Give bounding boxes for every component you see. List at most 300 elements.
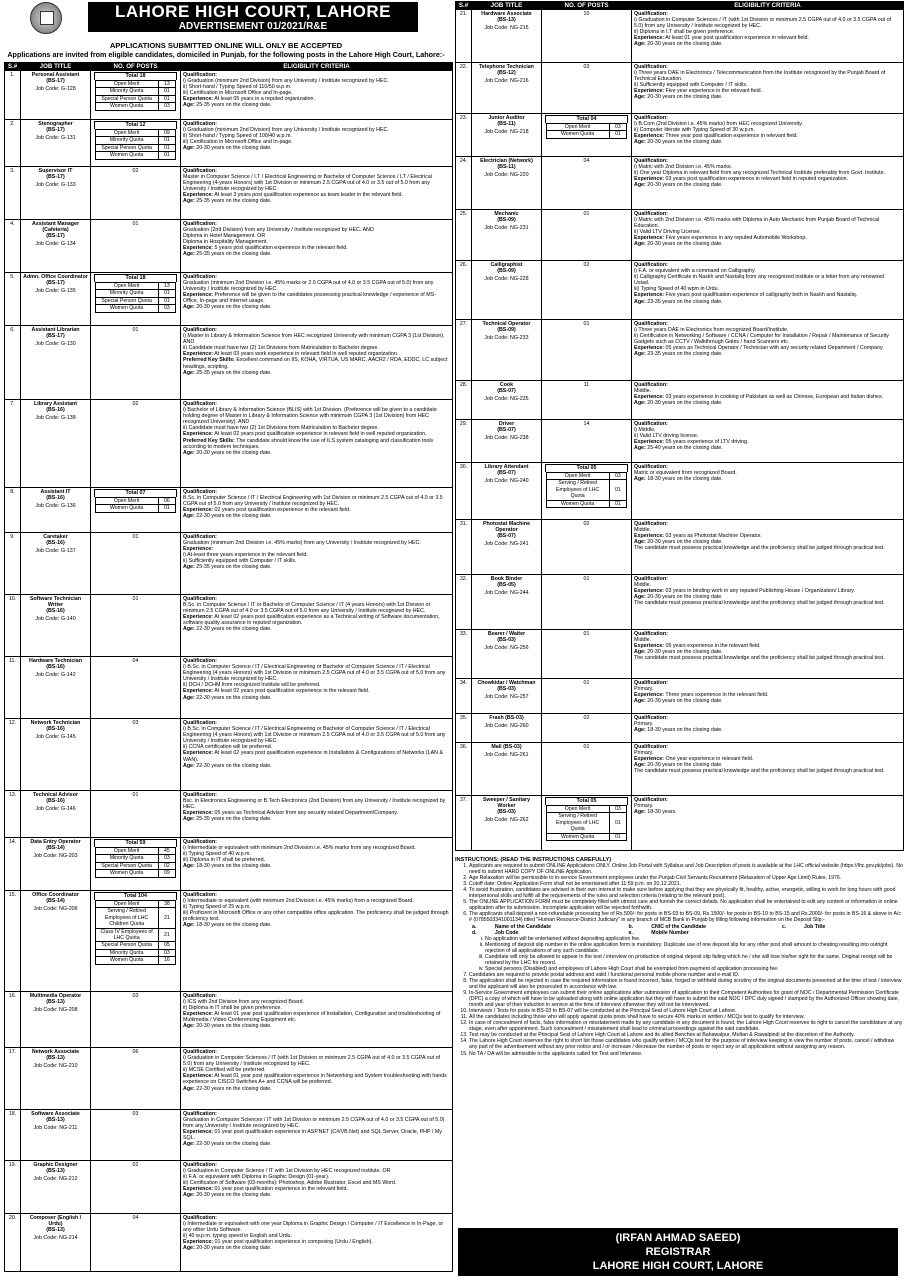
quota-count: 01 — [158, 88, 176, 95]
quota-count: 01 — [158, 95, 176, 102]
criteria-heading: Qualification: — [183, 596, 217, 602]
criteria-cell — [181, 657, 453, 719]
criteria-text: B.Sc. in Computer Science / IT or Bachelor of Computer Science / IT (4 years Honors) with 1st Division or minimum 2.5 CGPA out of 4.0 or 3.5 CGPA out of 5.0 from any University / Institute recognized by HEC. — [183, 602, 431, 615]
quota-name: Special Person Quota — [95, 942, 158, 949]
criteria-heading: Qualification: — [634, 797, 668, 803]
quota-name: Minority Quota — [95, 137, 158, 144]
criteria-text: B.Sc. in Computer Science / IT / Electrical Engineering with 1st Division or minimum 2.5 CGPA out of 4.0 or 3.5 CGPA out of 5.0 from any University / Institute recognized by HEC. — [183, 495, 443, 508]
job-grade: (BS-14) — [46, 845, 65, 852]
criteria-line — [634, 768, 901, 774]
criteria-text: i) Graduation (minimum 2nd Division) from any University / Institute recognized by HEC. — [183, 127, 389, 134]
job-grade: (BS-07) — [497, 533, 516, 540]
criteria-text: ii) Candidate must have two (2) 1st Divisions from Matriculation to Bachelor degree. — [183, 345, 379, 352]
criteria-text: i) ICS with 2nd Division from any recognized Board. — [183, 999, 304, 1006]
criteria-value: 03 years experience in cooking of Pakistani as well as Chinese, European and Italian dishes. — [665, 394, 884, 401]
job-title-cell — [21, 220, 91, 273]
job-title-cell — [472, 520, 542, 575]
criteria-label: Experience: — [183, 292, 214, 299]
criteria-label: Experience: — [183, 351, 214, 358]
criteria-line — [183, 863, 450, 869]
job-code: Job Code: NG-218 — [484, 129, 529, 136]
posts-count: 11 — [583, 382, 590, 388]
criteria-text: i) B.Sc. in Computer Science / IT / Electrical Engineering or Bachelor of Computer Science / IT / Electrical Engineering (4 years Honors) with 1st Division or minimum 2.5 CGPA out of 4.0 or 3.5 CGPA out of 5.0 from any University / Institute recognized by HEC. — [183, 664, 446, 683]
criteria-value: One year experience in relevant field. — [665, 756, 754, 763]
criteria-heading: Qualification: — [634, 421, 668, 427]
posts-count: 01 — [583, 576, 590, 582]
job-grade: (BS-07) — [497, 470, 516, 477]
job-title-cell — [21, 533, 91, 595]
criteria-value: 18-30 years on the closing date. — [196, 863, 272, 870]
quota-name: Minority Quota — [95, 855, 158, 862]
table-row — [5, 891, 453, 992]
job-grade: (BS-09) — [497, 327, 516, 334]
job-title-cell — [472, 420, 542, 463]
job-code: Job Code: NG-241 — [484, 541, 529, 548]
job-title-cell — [472, 10, 542, 63]
criteria-value: Excellent command on IIS, KOHA, VIRTUA, US MARC, AACR2 / RDA, EDDC, LC subject headings, scripting. — [183, 357, 448, 370]
quota-count: 05 — [158, 942, 176, 949]
job-title: Software Technician Writer — [29, 596, 82, 609]
job-title-cell — [21, 400, 91, 488]
job-code: Job Code: NG-260 — [484, 723, 529, 730]
column-header-title: JOB TITLE — [21, 63, 91, 71]
table-row — [456, 210, 904, 261]
serial-number: 14. — [5, 838, 21, 891]
posts-count: 04 — [583, 158, 590, 164]
job-grade: (BS-13) — [46, 1055, 65, 1062]
table-row — [5, 533, 453, 595]
criteria-heading: Qualification: — [634, 464, 668, 470]
slip-field: CNIC of the Candidate — [651, 923, 707, 930]
job-title: Cook — [499, 382, 514, 388]
criteria-text: i) Matric with 2nd Division i.e. 45% marks with Diploma in Auto Mechanic from Punjab Board of Technical Education. — [634, 217, 880, 230]
criteria-text: Matric or equivalent from recognized Board. — [634, 470, 737, 477]
criteria-label: Experience: — [634, 292, 665, 299]
criteria-text: i) Middle. — [634, 427, 656, 434]
table-row — [5, 1048, 453, 1110]
criteria-line — [183, 626, 450, 632]
left-jobs-table-container — [4, 62, 452, 1272]
criteria-label: Age: — [634, 809, 646, 816]
posts-total: Total 104 — [94, 892, 178, 900]
instruction-item: 15. No TA / DA will be admissible to the applicants called for Test and Interview. — [469, 1051, 903, 1057]
quota-count: 01 — [158, 290, 176, 297]
posts-count: 02 — [583, 521, 590, 527]
posts-cell — [91, 326, 181, 400]
table-row — [5, 71, 453, 120]
job-grade: (BS-17) — [46, 78, 65, 85]
criteria-line — [183, 292, 450, 304]
posts-cell — [542, 679, 632, 714]
criteria-line — [183, 540, 450, 546]
table-row — [456, 679, 904, 714]
job-title-cell — [21, 992, 91, 1048]
job-grade: (BS-16) — [46, 540, 65, 547]
criteria-line — [634, 600, 901, 606]
criteria-line — [183, 145, 450, 151]
job-title: Mali (BS-03) — [491, 744, 522, 750]
job-title: Calligraphist — [490, 262, 523, 268]
table-row — [456, 743, 904, 796]
criteria-cell — [181, 326, 453, 400]
posts-cell — [91, 891, 181, 992]
posts-cell — [542, 63, 632, 114]
job-title-cell — [21, 120, 91, 167]
instruction-item: 13. Test may be conducted at the Principal Seat of Lahore High Court at Lahore and its allied Benches at Bahawalpur, Multan & Rawalpindi at the discretion of the Authority. — [469, 1032, 903, 1038]
criteria-text: iii) Diploma in IT shall be preferred. — [183, 857, 266, 864]
job-code: Job Code: NG-257 — [484, 694, 529, 701]
job-title-cell — [21, 488, 91, 533]
criteria-line — [634, 241, 901, 247]
criteria-line — [183, 198, 450, 204]
sub-instruction-item: i. No application will be entertained without depositing application fee. — [485, 936, 903, 942]
criteria-label: Experience: — [634, 394, 665, 401]
right-jobs-table-container — [455, 1, 903, 851]
serial-number: 33. — [456, 630, 472, 679]
job-code: Job Code: G-131 — [35, 135, 76, 142]
quota-name: Open Merit — [95, 901, 158, 908]
criteria-label: Experience: — [183, 431, 214, 438]
criteria-heading: Qualification: — [183, 1049, 217, 1055]
instruction-item: 11. All the candidates including those who will apply against quota posts shall have to secure 40% marks in written / MCQs test to qualify for interview. — [469, 1014, 903, 1020]
criteria-value: 20-30 years on the closing date. — [647, 594, 723, 601]
job-grade: (BS-11) — [497, 164, 516, 171]
criteria-label: Experience: — [634, 176, 665, 183]
criteria-text: ii) MCSE Certified will be preferred. — [183, 1067, 266, 1074]
criteria-label: Age: — [183, 449, 195, 456]
criteria-cell — [181, 719, 453, 791]
criteria-text: i) Graduation in Computer Sciences / IT (with 1st Division or minimum 2.5 CGPA out of 4.0 or 3.5 CGPA out of 5.0) from any University / Institute recognized by HEC. — [634, 17, 892, 30]
criteria-value: 01 year post qualification experience in composing (Urdu / English). — [214, 1239, 373, 1246]
criteria-value: 02 years post qualification experience in the relevant field. — [214, 507, 351, 514]
job-title-cell — [21, 1048, 91, 1110]
posts-cell — [542, 743, 632, 796]
posts-cell — [542, 630, 632, 679]
criteria-value: Five years post qualification experience of calligraphy both in Naskh and Nastaliq. — [665, 292, 858, 299]
criteria-text: ii) 40 w.p.m. typing speed in English and Urdu. — [183, 1233, 292, 1240]
job-grade: (BS-13) — [46, 1117, 65, 1124]
criteria-line — [183, 370, 450, 376]
criteria-label: Age: — [183, 304, 195, 311]
posts-cell — [542, 381, 632, 420]
slip-field: c. — [781, 923, 787, 930]
criteria-value: 18-30 years on the closing date. — [196, 922, 272, 929]
criteria-line — [183, 816, 450, 822]
quota-count: 21 — [158, 908, 176, 928]
criteria-value: 20-30 years on the closing date. — [647, 41, 723, 48]
job-code: Job Code: G-134 — [35, 241, 76, 248]
criteria-value: 05 years experience in the relevant field. — [665, 643, 761, 650]
criteria-text: ii) Candidate must have two (2) 1st Divisions from Matriculation to Bachelor degree. — [183, 425, 379, 432]
criteria-text: Graduation (minimum 2nd Division i.e. 45% marks) from any University / Institute recognized by HEC. — [183, 540, 421, 547]
criteria-line — [183, 304, 450, 310]
criteria-value: 5 years post qualification experience in the relevant field. — [214, 245, 348, 252]
serial-number: 1. — [5, 71, 21, 120]
criteria-heading: Qualification: — [183, 1162, 217, 1168]
criteria-text: i) Matric with 2nd Division i.e. 45% marks. — [634, 164, 733, 171]
job-title: Network Technician — [30, 720, 81, 726]
table-row — [5, 719, 453, 791]
job-code: Job Code: G-145 — [35, 734, 76, 741]
criteria-value: 20-30 years on the closing date. — [647, 762, 723, 769]
signatory-designation: REGISTRAR — [645, 1246, 711, 1258]
criteria-cell — [632, 381, 904, 420]
criteria-cell — [181, 992, 453, 1048]
job-title: Book Binder — [490, 576, 523, 582]
criteria-label: Age: — [634, 698, 646, 705]
criteria-value: 20-30 years on the closing date. — [647, 94, 723, 101]
serial-number: 32. — [456, 575, 472, 630]
serial-number: 16. — [5, 992, 21, 1048]
criteria-label: Experience: — [183, 1129, 214, 1136]
serial-number: 23. — [456, 114, 472, 157]
criteria-text: i) At-least three years experience in the relevant field. — [183, 552, 308, 559]
criteria-line — [634, 727, 901, 733]
job-title: Assistant IT — [40, 489, 71, 495]
criteria-text: iii) Certification in Microsoft Office and In-page. — [183, 139, 293, 146]
criteria-label: Age: — [634, 476, 646, 483]
criteria-label: Age: — [183, 762, 195, 769]
job-title: Assistant Librarian — [31, 327, 80, 333]
job-title-cell — [21, 838, 91, 891]
criteria-line — [634, 41, 901, 47]
criteria-text: Primary. — [634, 803, 654, 810]
job-title-cell — [472, 463, 542, 520]
job-grade: (BS-17) — [46, 127, 65, 134]
table-row — [456, 630, 904, 679]
fee-sub-list — [469, 936, 903, 972]
instructions-list — [455, 863, 903, 1057]
posts-cell — [91, 791, 181, 838]
table-row — [5, 488, 453, 533]
table-row — [5, 273, 453, 326]
criteria-label: Age: — [183, 1141, 195, 1148]
slip-field: Job Code — [494, 929, 519, 936]
criteria-label: Experience: — [183, 1011, 214, 1018]
quota-table — [546, 472, 628, 508]
criteria-text: i) Intermediate or equivalent with one year Diploma in Graphic Design / Computer / IT Excellence in In-Page, or any other Urdu Software. — [183, 1221, 444, 1234]
criteria-value: At least 3 years post qualification experience as team leader in the relevant field. — [214, 192, 403, 199]
criteria-line — [183, 495, 450, 507]
job-grade: (BS-09) — [497, 217, 516, 224]
criteria-line — [183, 407, 450, 425]
criteria-line — [183, 664, 450, 682]
criteria-line — [183, 798, 450, 810]
title-banner — [88, 2, 418, 32]
job-title-cell — [21, 891, 91, 992]
criteria-cell — [632, 679, 904, 714]
job-title: Multimedia Operator — [29, 993, 82, 999]
criteria-heading: Qualification: — [183, 489, 217, 495]
posts-cell — [542, 520, 632, 575]
job-title-cell — [21, 719, 91, 791]
quota-table — [95, 900, 177, 965]
criteria-value: 18-30 years. — [647, 809, 677, 816]
job-title-cell — [472, 157, 542, 210]
criteria-line — [183, 763, 450, 769]
job-title: Graphic Designer — [33, 1162, 78, 1168]
criteria-text: i) B.Sc. in Computer Science / IT / Electrical Engineering or Bachelor of Computer Science / IT / Electrical Engineering (4 years Honors) with 1st Division or minimum 2.5 CGPA out of 4.0 or 3.5 CGPA out of 5.0 from any University / Institute recognized by HEC. — [183, 726, 446, 745]
criteria-text: ii) F.A. or equivalent with Diploma in Graphic Design (01-year). — [183, 1174, 330, 1181]
posts-total: Total 18 — [94, 72, 178, 80]
job-code: Job Code: NG-206 — [33, 906, 78, 913]
instruction-item: 1. Applicants are required to submit ONLINE Applications ONLY. Online Job Portal with Syllabus and Job Description of posts is available at the LHC official website (https://lhc.gov.pk/jobs). No need to submit HARD COPY OF ONLINE Application. — [469, 863, 903, 875]
criteria-heading: Qualification: — [634, 64, 668, 70]
criteria-line — [183, 910, 450, 922]
posts-count: 01 — [132, 792, 139, 798]
criteria-heading: Qualification: — [183, 327, 217, 333]
posts-count: 04 — [132, 1215, 139, 1221]
posts-count: 01 — [583, 631, 590, 637]
serial-number: 2. — [5, 120, 21, 167]
quota-name: Women Quota — [546, 131, 609, 138]
criteria-cell — [632, 114, 904, 157]
criteria-value: At least 02 years post qualification experience in Installation & Configurations of Networks (LAN & WAN). — [183, 750, 443, 763]
quota-name: Open Merit — [546, 124, 609, 131]
posts-cell — [91, 1110, 181, 1161]
criteria-label: Experience: — [634, 235, 665, 242]
posts-cell — [542, 463, 632, 520]
table-row — [456, 463, 904, 520]
quota-name: Open Merit — [95, 848, 158, 855]
criteria-text: ii) Typing Speed of 40 w.p.m. — [183, 851, 251, 858]
posts-count: 01 — [132, 327, 139, 333]
job-title-cell — [21, 71, 91, 120]
serial-number: 9. — [5, 533, 21, 595]
criteria-text: Primary. — [634, 686, 654, 693]
table-row — [5, 657, 453, 719]
job-code: Job Code: NG-210 — [33, 1063, 78, 1070]
job-code: Job Code: NG-256 — [484, 645, 529, 652]
table-row — [456, 261, 904, 320]
criteria-value: 20-30 years on the closing date. — [647, 698, 723, 705]
quota-table — [546, 123, 628, 139]
quota-table — [546, 805, 628, 841]
quota-count: 01 — [158, 137, 176, 144]
criteria-line — [634, 274, 901, 286]
column-header-sr: S.# — [5, 63, 21, 71]
job-title: Library Attendant — [484, 464, 529, 470]
criteria-text: ii) Computer literate with Typing Speed of 30 w.p.m. — [634, 127, 755, 134]
criteria-text: ii) Valid LTV Driving License. — [634, 229, 701, 236]
criteria-line — [183, 450, 450, 456]
criteria-text: Bsc. in Electronics Engineering or B.Tech Electronics (2nd Division) from any University / Institute recognized by HEC. — [183, 798, 446, 811]
criteria-label: Age: — [634, 351, 646, 358]
criteria-cell — [181, 120, 453, 167]
criteria-label: Age: — [183, 1085, 195, 1092]
job-title: Driver — [498, 421, 515, 427]
criteria-cell — [181, 1214, 453, 1272]
criteria-text: ii) Short-hand / Typing Speed of 100/40 w.p.m. — [183, 133, 292, 140]
posts-cell — [91, 992, 181, 1048]
criteria-line — [634, 545, 901, 551]
job-code: Job Code: NG-231 — [484, 225, 529, 232]
criteria-value: 20-30 years on the closing date. — [196, 145, 272, 152]
instruction-item: 2. Age Relaxation will be permissible to in-service Government employees under the Punjab Civil Servants Recruitment (Relaxation of Upper Age Limit) Rules, 1976. — [469, 875, 903, 881]
table-row — [456, 575, 904, 630]
serial-number: 6. — [5, 326, 21, 400]
criteria-value: 22-30 years on the closing date. — [196, 762, 272, 769]
quota-name: Open Merit — [546, 473, 609, 480]
table-row — [5, 992, 453, 1048]
posts-count: 01 — [583, 680, 590, 686]
job-grade: (BS-11) — [497, 121, 516, 128]
criteria-heading: Qualification: — [634, 521, 668, 527]
serial-number: 31. — [456, 520, 472, 575]
criteria-value: 25-35 years on the closing date. — [196, 102, 272, 109]
table-row — [456, 420, 904, 463]
criteria-value: 20-30 years on the closing date. — [647, 139, 723, 146]
criteria-cell — [632, 743, 904, 796]
job-grade: (BS-05) — [497, 582, 516, 589]
jobs-table — [4, 62, 453, 1272]
criteria-value: At least 05 years in a reputed organization. — [214, 96, 315, 103]
job-grade: (BS-13) — [46, 1168, 65, 1175]
job-code: Job Code: G-135 — [35, 288, 76, 295]
criteria-label: Experience: — [183, 192, 214, 199]
advertisement-number: ADVERTISEMENT 01/2021/R&E — [178, 21, 328, 32]
posts-cell — [542, 114, 632, 157]
criteria-label: Age: — [634, 445, 646, 452]
serial-number: 4. — [5, 220, 21, 273]
posts-cell — [91, 71, 181, 120]
quota-count: 01 — [158, 152, 176, 159]
deposit-slip-table — [469, 924, 860, 936]
quota-table — [95, 282, 177, 313]
criteria-value: 01 year post qualification experience in the relevant field. — [214, 1186, 348, 1193]
instructions-heading: INSTRUCTIONS: (READ THE INSTRUCTIONS CAREFULLY) — [455, 857, 612, 863]
job-title-cell — [21, 1110, 91, 1161]
criteria-label: Age: — [634, 400, 646, 407]
criteria-value: 03 years post qualification experience in relevant field in reputed organization. — [665, 176, 849, 183]
serial-number: 25. — [456, 210, 472, 261]
criteria-text: i) B.Com (2nd Division i.e. 45% marks) from HEC recognized University. — [634, 121, 803, 128]
serial-number: 26. — [456, 261, 472, 320]
posts-count: 01 — [132, 596, 139, 602]
criteria-text: iii) Certification of Software (03-months): Photoshop, Adobe Illustrator, Excel and MS Word. — [183, 1180, 397, 1187]
criteria-text: ii) Short-hand / Typing Speed of 110/50 w.p.m. — [183, 84, 292, 91]
job-title-cell — [21, 657, 91, 719]
job-grade: (BS-17) — [46, 280, 65, 287]
quota-count: 13 — [158, 81, 176, 88]
posts-total: Total 18 — [94, 274, 178, 282]
criteria-heading: Qualification: — [634, 211, 668, 217]
criteria-line — [183, 1073, 450, 1085]
instruction-item: 6. The applicants shall deposit a non-refundable processing fee of Rs.500/- for posts in BS-03 to BS-09, Rs.1500/- for posts in BS-10 to BS-15 and Rs.2000/- for posts in BS-16 & above in A/c # (0785503341001134) titled "Human Resource-District Judiciary" in any branch of MCB Bank in Punjab by filling following information on the Deposit Slip:- — [469, 911, 903, 923]
job-code: Job Code: G-133 — [35, 182, 76, 189]
posts-cell — [91, 273, 181, 326]
serial-number: 36. — [456, 743, 472, 796]
criteria-text: ii) One year Diploma in relevant field from any recognized Technical Institute preferably from Govt. Institute. — [634, 170, 886, 177]
job-code: Job Code: G-140 — [35, 616, 76, 623]
job-grade: (BS-16) — [46, 608, 65, 615]
quota-table — [95, 129, 177, 160]
quota-name: Serving / Retired Employees of LHC Children Quota — [95, 908, 158, 928]
posts-cell — [91, 1214, 181, 1272]
table-row — [5, 838, 453, 891]
serial-number: 37. — [456, 796, 472, 851]
criteria-label: Experience: — [183, 750, 214, 757]
quota-count: 02 — [158, 862, 176, 869]
job-grade: (BS-16) — [46, 407, 65, 414]
quota-count: 03 — [609, 473, 627, 480]
instruction-item: 10. Interviews / Tests for posts in BS-03 to BS-07 will be conducted at the Principal Seat of Lahore High Court at Lahore. — [469, 1008, 903, 1014]
job-title-cell — [21, 791, 91, 838]
criteria-value: At least 02 years post qualification experience in the relevant field. — [214, 688, 370, 695]
posts-total: Total 04 — [545, 115, 629, 123]
criteria-cell — [632, 463, 904, 520]
criteria-line — [634, 17, 901, 29]
